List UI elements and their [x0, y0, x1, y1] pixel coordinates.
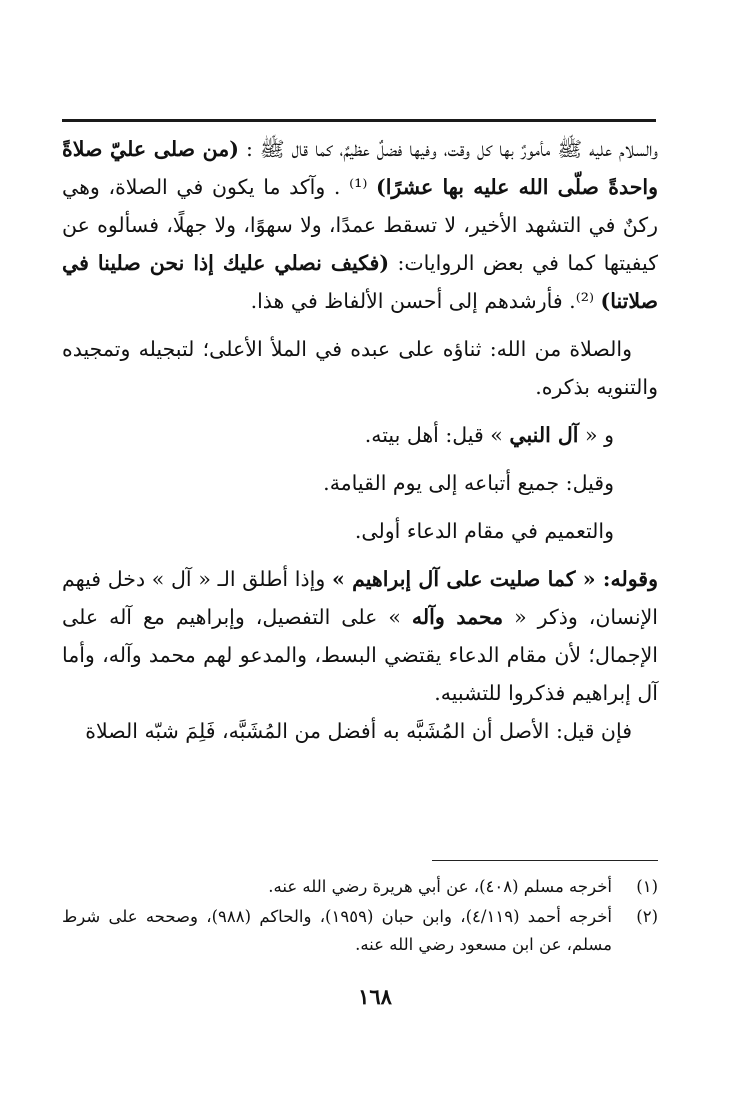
- text-run: وقيل: جميع أتباعه إلى يوم القيامة.: [323, 471, 614, 495]
- text-run: ⁽¹⁾ . وآكد ما يكون في الصلاة، وهي ركنٌ في التشهد الأخير، لا تسقط عمدًا، ولا سهوًا، ولا جهلًا، فسألوه عن كيفيتها كما في بعض الروايات:: [62, 175, 658, 275]
- bold-term: محمد وآله: [411, 605, 504, 629]
- text-run: و «: [578, 423, 614, 447]
- footnote-text: أخرجه أحمد (٤/١١٩)، وابن حبان (١٩٥٩)، والحاكم (٩٨٨)، وصححه على شرط مسلم، عن ابن مسعود رضي الله عنه.: [62, 907, 612, 954]
- header-rule: [62, 119, 656, 122]
- text-run: » على التفصيل، وإبراهيم مع آله على الإجمال؛ لأن مقام الدعاء يقتضي البسط، والمدعو لهم محمد وآله، وأما آل إبراهيم فذكروا للتشبيه.: [62, 605, 658, 705]
- text-run: والسلام عليه ﷺ مأمورٌ بها كل وقت، وفيها فضلٌ عظيمٌ، كما قال ﷺ :: [238, 137, 659, 161]
- footnote-1: [62, 873, 658, 901]
- text-run: وإذا أطلق الـ « آل » دخل فيهم الإنسان، وذكر «: [62, 567, 658, 629]
- footnote-number: (٢): [636, 907, 658, 926]
- bold-term: آل النبي: [509, 423, 579, 447]
- footnote-text: أخرجه مسلم (٤٠٨)، عن أبي هريرة رضي الله عنه.: [268, 877, 612, 896]
- text-run: ⁽²⁾. فأرشدهم إلى أحسن الألفاظ في هذا.: [250, 289, 601, 313]
- footnote-2: [62, 903, 658, 959]
- hadith-quote: (من صلى عليّ صلاةً واحدةً صلّى الله عليه بها عشرًا): [62, 137, 658, 199]
- bold-term: وقوله: « كما صليت على آل إبراهيم »: [331, 567, 658, 591]
- paragraph-5: [62, 512, 658, 550]
- paragraph-7: [62, 712, 658, 750]
- paragraph-6: [62, 560, 658, 712]
- text-run: والصلاة من الله: ثناؤه على عبده في الملأ الأعلى؛ لتبجيله وتمجيده والتنويه بذكره.: [62, 337, 658, 399]
- paragraph-1: [62, 130, 658, 320]
- text-run: فإن قيل: الأصل أن المُشَبَّه به أفضل من المُشَبَّه، فَلِمَ شبّه الصلاة: [85, 719, 632, 743]
- paragraph-3: [62, 416, 658, 454]
- main-text: [62, 130, 658, 750]
- footnote-rule: [432, 860, 658, 861]
- footnotes: [62, 873, 658, 961]
- hadith-quote: (فكيف نصلي عليك إذا نحن صلينا في صلاتنا): [62, 251, 658, 313]
- text-run: والتعميم في مقام الدعاء أولى.: [354, 519, 614, 543]
- text-run: » قيل: أهل بيته.: [364, 423, 510, 447]
- page-number: ١٦٨: [358, 984, 392, 1009]
- footnote-number: (١): [636, 877, 658, 896]
- paragraph-4: [62, 464, 658, 502]
- paragraph-2: [62, 330, 658, 406]
